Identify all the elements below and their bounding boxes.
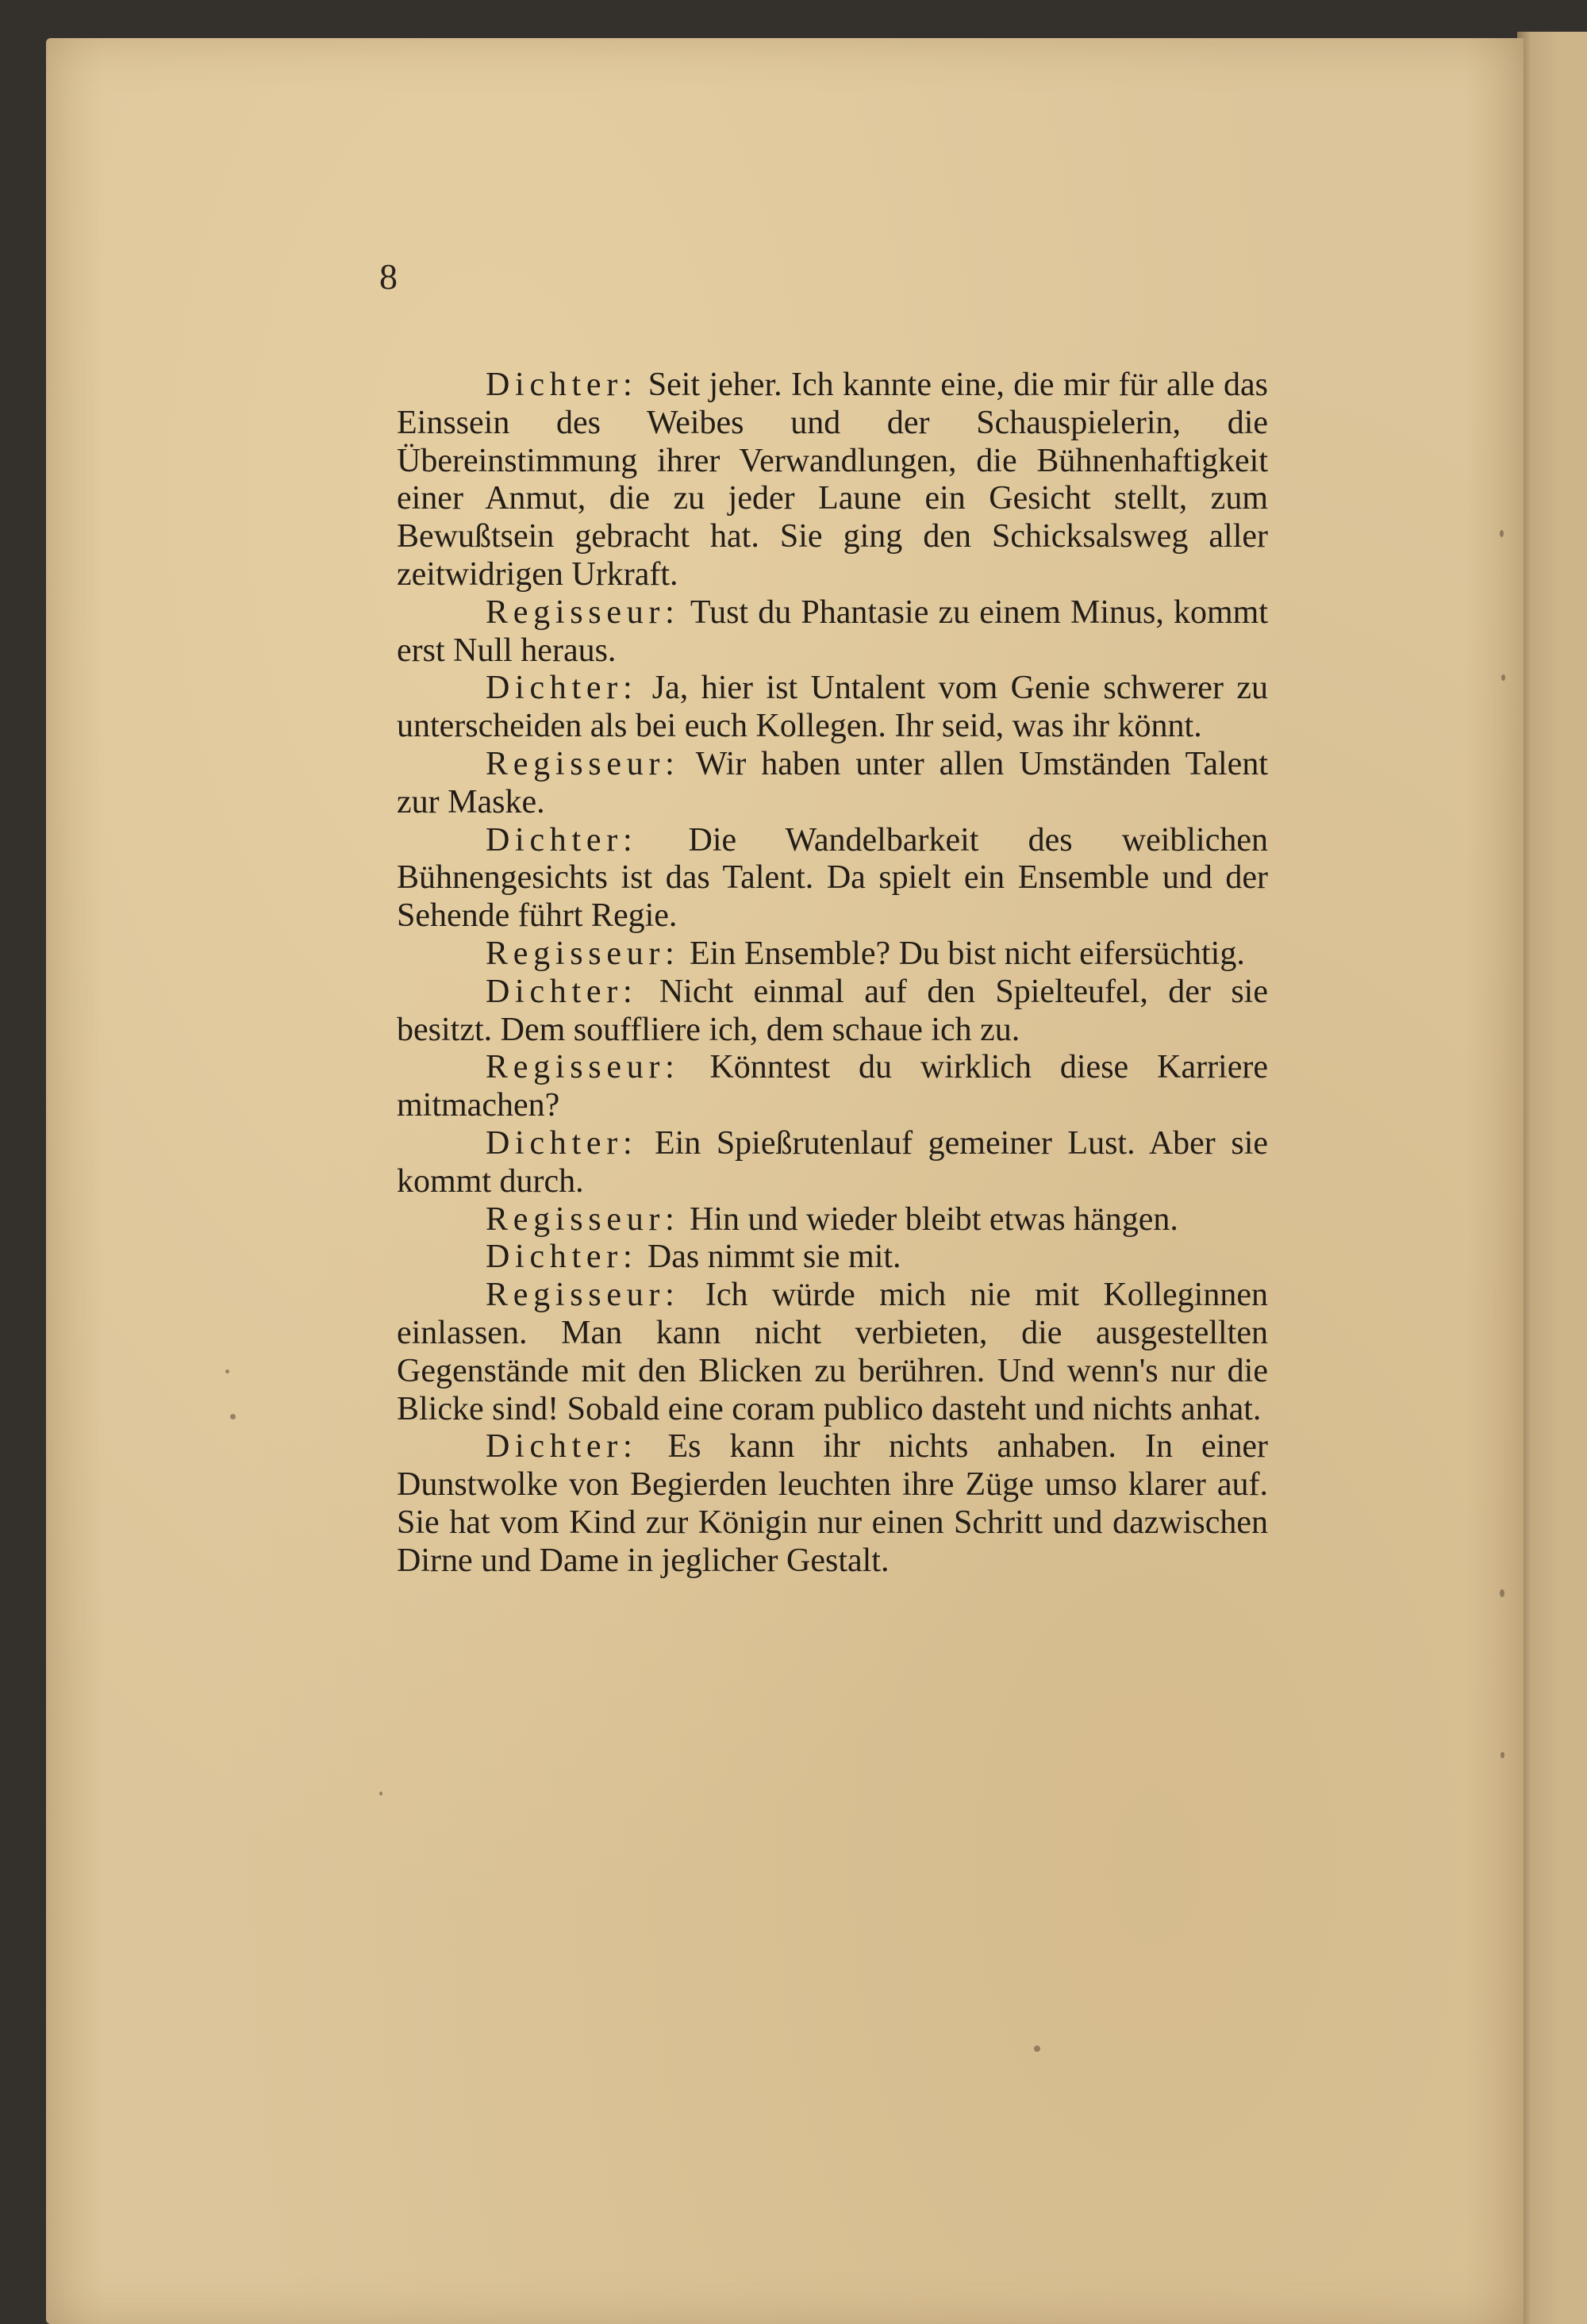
- speech-dichter: [397, 1239, 1268, 1277]
- speech-regisseur: [397, 1201, 1268, 1239]
- speech-text: Ein Spießrutenlauf gemeiner Lust. Aber sie kommt durch.: [397, 1124, 1268, 1200]
- speaker-name: Dichter:: [486, 821, 638, 859]
- speech-text: Ich würde mich nie mit Kolleginnen einlassen. Man kann nicht verbieten, die ausgestellten Gegenstände mit den Blicken zu berühren. Und wenn's nur die Blicke sind! Sobald eine coram publico dasteht und nichts anhat.: [397, 1277, 1268, 1427]
- speech-regisseur: [397, 746, 1268, 822]
- speaker-name: Regisseur:: [486, 1200, 680, 1238]
- speaker-name: Dichter:: [486, 367, 638, 403]
- speaker-name: Dichter:: [486, 1239, 638, 1276]
- speech-regisseur: [397, 1049, 1268, 1125]
- dialogue-text-block: [397, 367, 1268, 1581]
- speech-regisseur: [397, 1277, 1268, 1428]
- speech-dichter: [397, 1428, 1268, 1580]
- speech-text: Das nimmt sie mit.: [647, 1239, 901, 1276]
- speech-dichter: [397, 822, 1268, 935]
- speech-dichter: [397, 1125, 1268, 1201]
- speech-text: Die Wandelbarkeit des weiblichen Bühnengesichts ist das Talent. Da spielt ein Ensemble und der Sehende führt Regie.: [397, 821, 1268, 935]
- speech-text: Tust du Phantasie zu einem Minus, kommt erst Null heraus.: [397, 593, 1268, 669]
- speech-text: Es kann ihr nichts anhaben. In einer Dunstwolke von Begierden leuchten ihre Züge umso klarer auf. Sie hat vom Kind zur Königin nur einen Schritt und dazwischen Dirne und Dame in jeglicher Gestalt.: [397, 1428, 1268, 1579]
- speech-text: Seit jeher. Ich kannte eine, die mir für alle das Einssein des Weibes und der Schauspielerin, die Übereinstimmung ihrer Verwandlungen, die Bühnenhaftigkeit einer Anmut, die zu jeder Laune ein Gesicht stellt, zum Bewußtsein gebracht hat. Sie ging den Schicksalsweg aller zeitwidrigen Urkraft.: [397, 367, 1268, 593]
- speech-dichter: [397, 670, 1268, 746]
- speech-dichter: [397, 367, 1268, 594]
- speaker-name: Regisseur:: [486, 1049, 680, 1086]
- speech-text: Ja, hier ist Untalent vom Genie schwerer zu unterscheiden als bei euch Kollegen. Ihr seid, was ihr könnt.: [397, 670, 1268, 745]
- speech-regisseur: [397, 935, 1268, 974]
- speech-dichter: [397, 974, 1268, 1050]
- speaker-name: Dichter:: [486, 973, 638, 1010]
- speaker-name: Regisseur:: [486, 593, 680, 631]
- adjacent-page-edge: [1517, 32, 1587, 2324]
- speech-text: Ein Ensemble? Du bist nicht eifersüchtig.: [690, 935, 1245, 972]
- speaker-name: Regisseur:: [486, 935, 680, 972]
- speech-text: Könntest du wirklich diese Karriere mitmachen?: [397, 1049, 1268, 1124]
- speaker-name: Dichter:: [486, 670, 638, 707]
- speaker-name: Regisseur:: [486, 745, 680, 782]
- speaker-name: Regisseur:: [486, 1277, 680, 1314]
- speech-regisseur: [397, 594, 1268, 670]
- speaker-name: Dichter:: [486, 1124, 638, 1162]
- speaker-name: Dichter:: [486, 1428, 638, 1465]
- speech-text: Nicht einmal auf den Spielteufel, der sie besitzt. Dem souffliere ich, dem schaue ich zu.: [397, 973, 1268, 1048]
- speech-text: Hin und wieder bleibt etwas hängen.: [690, 1200, 1178, 1238]
- speech-text: Wir haben unter allen Umständen Talent zur Maske.: [397, 745, 1268, 820]
- page-number: 8: [379, 256, 398, 297]
